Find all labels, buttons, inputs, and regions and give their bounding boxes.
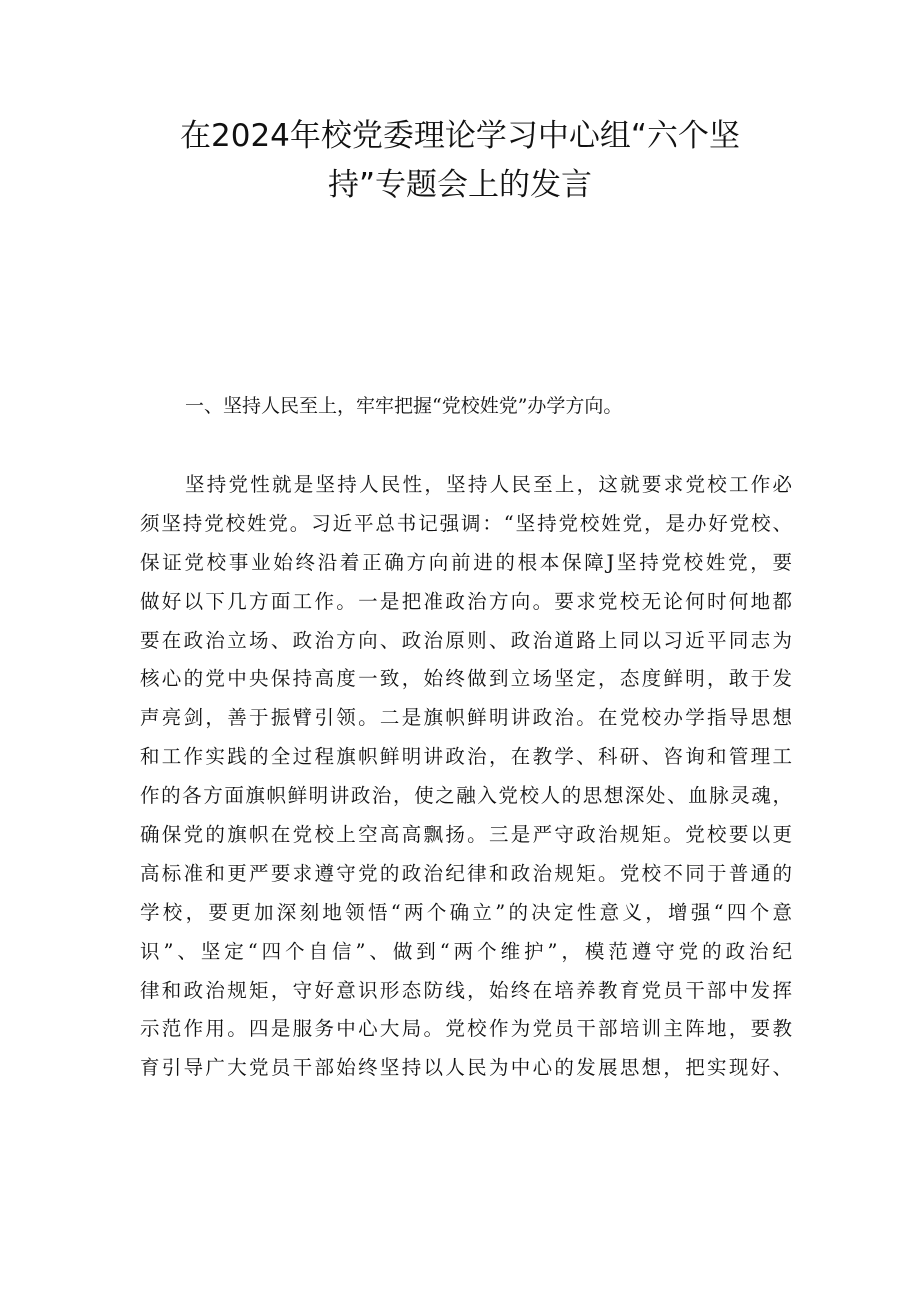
- paragraph-line: 律和政治规矩，守好意识形态防线，始终在培养教育党员干部中发挥: [140, 978, 792, 1002]
- body-paragraph: [140, 466, 792, 1088]
- paragraph-line: 示范作用。四是服务中心大局。党校作为党员干部培训主阵地，要教: [140, 1017, 792, 1041]
- paragraph-line: 学校，要更加深刻地领悟“两个确立”的决定性意义，增强“四个意: [140, 900, 792, 924]
- paragraph-line: 声亮剑，善于振臂引领。二是旗帜鲜明讲政治。在党校办学指导思想: [140, 706, 792, 730]
- title-line: 在2024年校党委理论学习中心组“六个坚: [180, 118, 740, 154]
- paragraph-line: 须坚持党校姓党。习近平总书记强调：“坚持党校姓党，是办好党校、: [140, 511, 792, 535]
- paragraph-line: 做好以下几方面工作。一是把准政治方向。要求党校无论何时何地都: [140, 589, 792, 613]
- paragraph-line: 坚持党性就是坚持人民性，坚持人民至上，这就要求党校工作必: [185, 473, 792, 496]
- paragraph-line: 要在政治立场、政治方向、政治原则、政治道路上同以习近平同志为: [140, 628, 792, 652]
- paragraph-line: 核心的党中央保持高度一致，始终做到立场坚定，态度鲜明，敢于发: [140, 667, 792, 691]
- paragraph-line: 确保党的旗帜在党校上空高高飘扬。三是严守政治规矩。党校要以更: [140, 823, 792, 847]
- paragraph-line: 育引导广大党员干部始终坚持以人民为中心的发展思想，把实现好、: [140, 1056, 792, 1080]
- paragraph-line: 和工作实践的全过程旗帜鲜明讲政治，在教学、科研、咨询和管理工: [140, 745, 792, 769]
- paragraph-line: 高标准和更严要求遵守党的政治纪律和政治规矩。党校不同于普通的: [140, 861, 792, 885]
- section-heading: 一、坚持人民至上，牢牢把握“党校姓党”办学方向。: [185, 395, 623, 417]
- paragraph-line: 保证党校事业始终沿着正确方向前进的根本保障J坚持党校姓党，要: [140, 550, 792, 574]
- paragraph-line: 识”、坚定“四个自信”、做到“两个维护”，模范遵守党的政治纪: [140, 939, 792, 963]
- document-title: [120, 112, 800, 210]
- paragraph-line: 作的各方面旗帜鲜明讲政治，使之融入党校人的思想深处、血脉灵魂，: [140, 784, 792, 808]
- title-line: 持”专题会上的发言: [327, 167, 593, 203]
